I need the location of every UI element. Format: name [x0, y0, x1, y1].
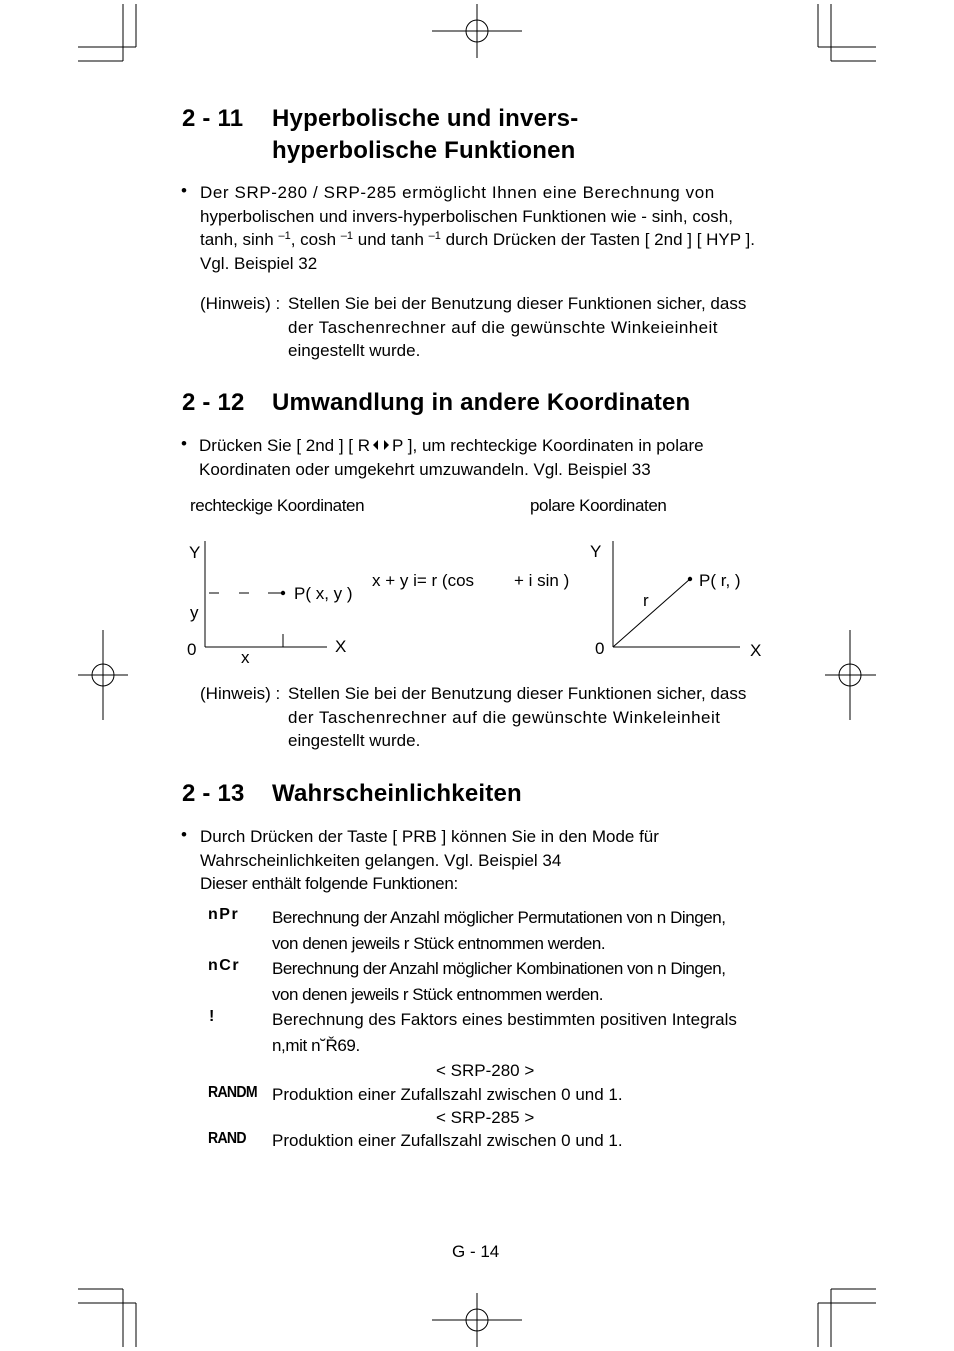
superscript: –1 — [428, 230, 441, 242]
key-label: RAND — [208, 1130, 246, 1147]
text-run: Drücken Sie [ 2nd ] [ R — [199, 436, 371, 455]
function-key-rand — [208, 1130, 251, 1148]
description-line: n,mit n˘Ř69. — [272, 1035, 360, 1055]
formula-part-a: x + y i= r (cos — [372, 571, 475, 590]
left-point-dot — [281, 591, 285, 595]
note-line: der Taschenrechner auf die gewünschte Winkeieinheit — [288, 317, 718, 337]
right-point-dot — [688, 577, 692, 581]
section-2-13-paragraph — [200, 825, 772, 896]
text-run: und tanh — [353, 230, 429, 249]
left-point-label: P( x, y ) — [294, 584, 353, 603]
function-description-randm: Produktion einer Zufallszahl zwischen 0 und 1. — [272, 1085, 623, 1104]
radius-line — [613, 579, 690, 647]
left-x-tick-label: x — [241, 648, 250, 667]
note-line: eingestellt wurde. — [288, 731, 421, 750]
formula-part-b: + i sin ) — [514, 571, 570, 590]
note-line: der Taschenrechner auf die gewünschte Winkeleinheit — [288, 707, 721, 727]
bullet: • — [181, 825, 187, 844]
text-run: tanh, sinh — [200, 230, 279, 249]
bullet: • — [181, 181, 187, 200]
section-2-13-number: 2 - 13 — [182, 780, 245, 807]
right-radius-label: r — [643, 591, 649, 610]
paragraph-line: Koordinaten oder umgekehrt umzuwandeln. Vgl. Beispiel 33 — [199, 459, 651, 479]
bullet: • — [181, 434, 187, 453]
note-prefix: (Hinweis) : — [200, 684, 281, 703]
function-key-npr: nPr — [208, 906, 240, 923]
section-2-11-title-line1: Hyperbolische und invers- — [272, 105, 579, 132]
paragraph-line: hyperbolischen und invers-hyperbolischen Funktionen wie - sinh, cosh, — [200, 206, 733, 226]
page-number: G - 14 — [452, 1242, 500, 1261]
left-origin-label: 0 — [187, 640, 197, 659]
key-label: RANDM — [208, 1084, 257, 1101]
function-description-ncr — [272, 956, 772, 1007]
section-2-11-title-line2: hyperbolische Funktionen — [272, 137, 576, 164]
superscript: –1 — [340, 230, 354, 242]
description-line: Berechnung der Anzahl möglicher Kombinationen von n Dingen, — [272, 959, 726, 978]
right-origin-label: 0 — [595, 639, 605, 658]
function-description-factorial — [272, 1007, 772, 1058]
text-run: , cosh — [290, 230, 341, 249]
description-line: Berechnung der Anzahl möglicher Permutationen von n Dingen, — [272, 908, 726, 927]
function-description-npr — [272, 905, 772, 956]
paragraph-line: Vgl. Beispiel 32 — [200, 253, 318, 273]
section-2-11-number: 2 - 11 — [182, 105, 244, 132]
model-label-srp-280: < SRP-280 > — [436, 1061, 535, 1080]
left-y-axis-label: Y — [189, 543, 201, 562]
section-2-12-title: Umwandlung in andere Koordinaten — [272, 389, 691, 416]
right-x-axis-label: X — [750, 641, 762, 660]
model-label-srp-285: < SRP-285 > — [436, 1108, 535, 1127]
text-run: P ], um rechteckige Koordinaten in polare — [392, 436, 704, 455]
description-line: von denen jeweils r Stück entnommen werden. — [272, 933, 606, 953]
diagram-right-caption: polare Koordinaten — [530, 496, 667, 515]
paragraph-line: Dieser enthält folgende Funktionen: — [200, 874, 458, 893]
function-description-rand: Produktion einer Zufallszahl zwischen 0 und 1. — [272, 1131, 623, 1150]
function-key-randm — [208, 1084, 264, 1102]
note-prefix: (Hinweis) : — [200, 294, 281, 313]
paragraph-line: Wahrscheinlichkeiten gelangen. Vgl. Beispiel 34 — [200, 850, 562, 870]
paragraph-line: Durch Drücken der Taste [ PRB ] können Sie in den Mode für — [200, 827, 659, 846]
function-key-factorial: ! — [209, 1008, 216, 1025]
section-2-12-number: 2 - 12 — [182, 389, 245, 416]
left-y-tick-label: y — [190, 603, 199, 622]
left-x-axis-label: X — [335, 637, 347, 656]
paragraph-line: Der SRP-280 / SRP-285 ermöglicht Ihnen eine Berechnung von — [200, 183, 715, 202]
function-key-ncr: nCr — [208, 957, 241, 974]
note-line: Stellen Sie bei der Benutzung dieser Funktionen sicher, dass — [288, 684, 747, 703]
description-line: von denen jeweils r Stück entnommen werden. — [272, 984, 603, 1004]
text-run: durch Drücken der Tasten [ 2nd ] [ HYP ]. — [440, 230, 755, 249]
right-point-label: P( r, ) — [699, 571, 741, 590]
section-2-13-title: Wahrscheinlichkeiten — [272, 780, 522, 807]
diagram-left-caption: rechteckige Koordinaten — [190, 496, 365, 515]
superscript: –1 — [278, 230, 291, 242]
note-line: Stellen Sie bei der Benutzung dieser Funktionen sicher, dass — [288, 294, 747, 313]
note-text — [288, 682, 772, 753]
right-y-axis-label: Y — [590, 542, 602, 561]
description-line: Berechnung des Faktors eines bestimmten positiven Integrals — [272, 1010, 737, 1029]
note-line: eingestellt wurde. — [288, 341, 421, 360]
